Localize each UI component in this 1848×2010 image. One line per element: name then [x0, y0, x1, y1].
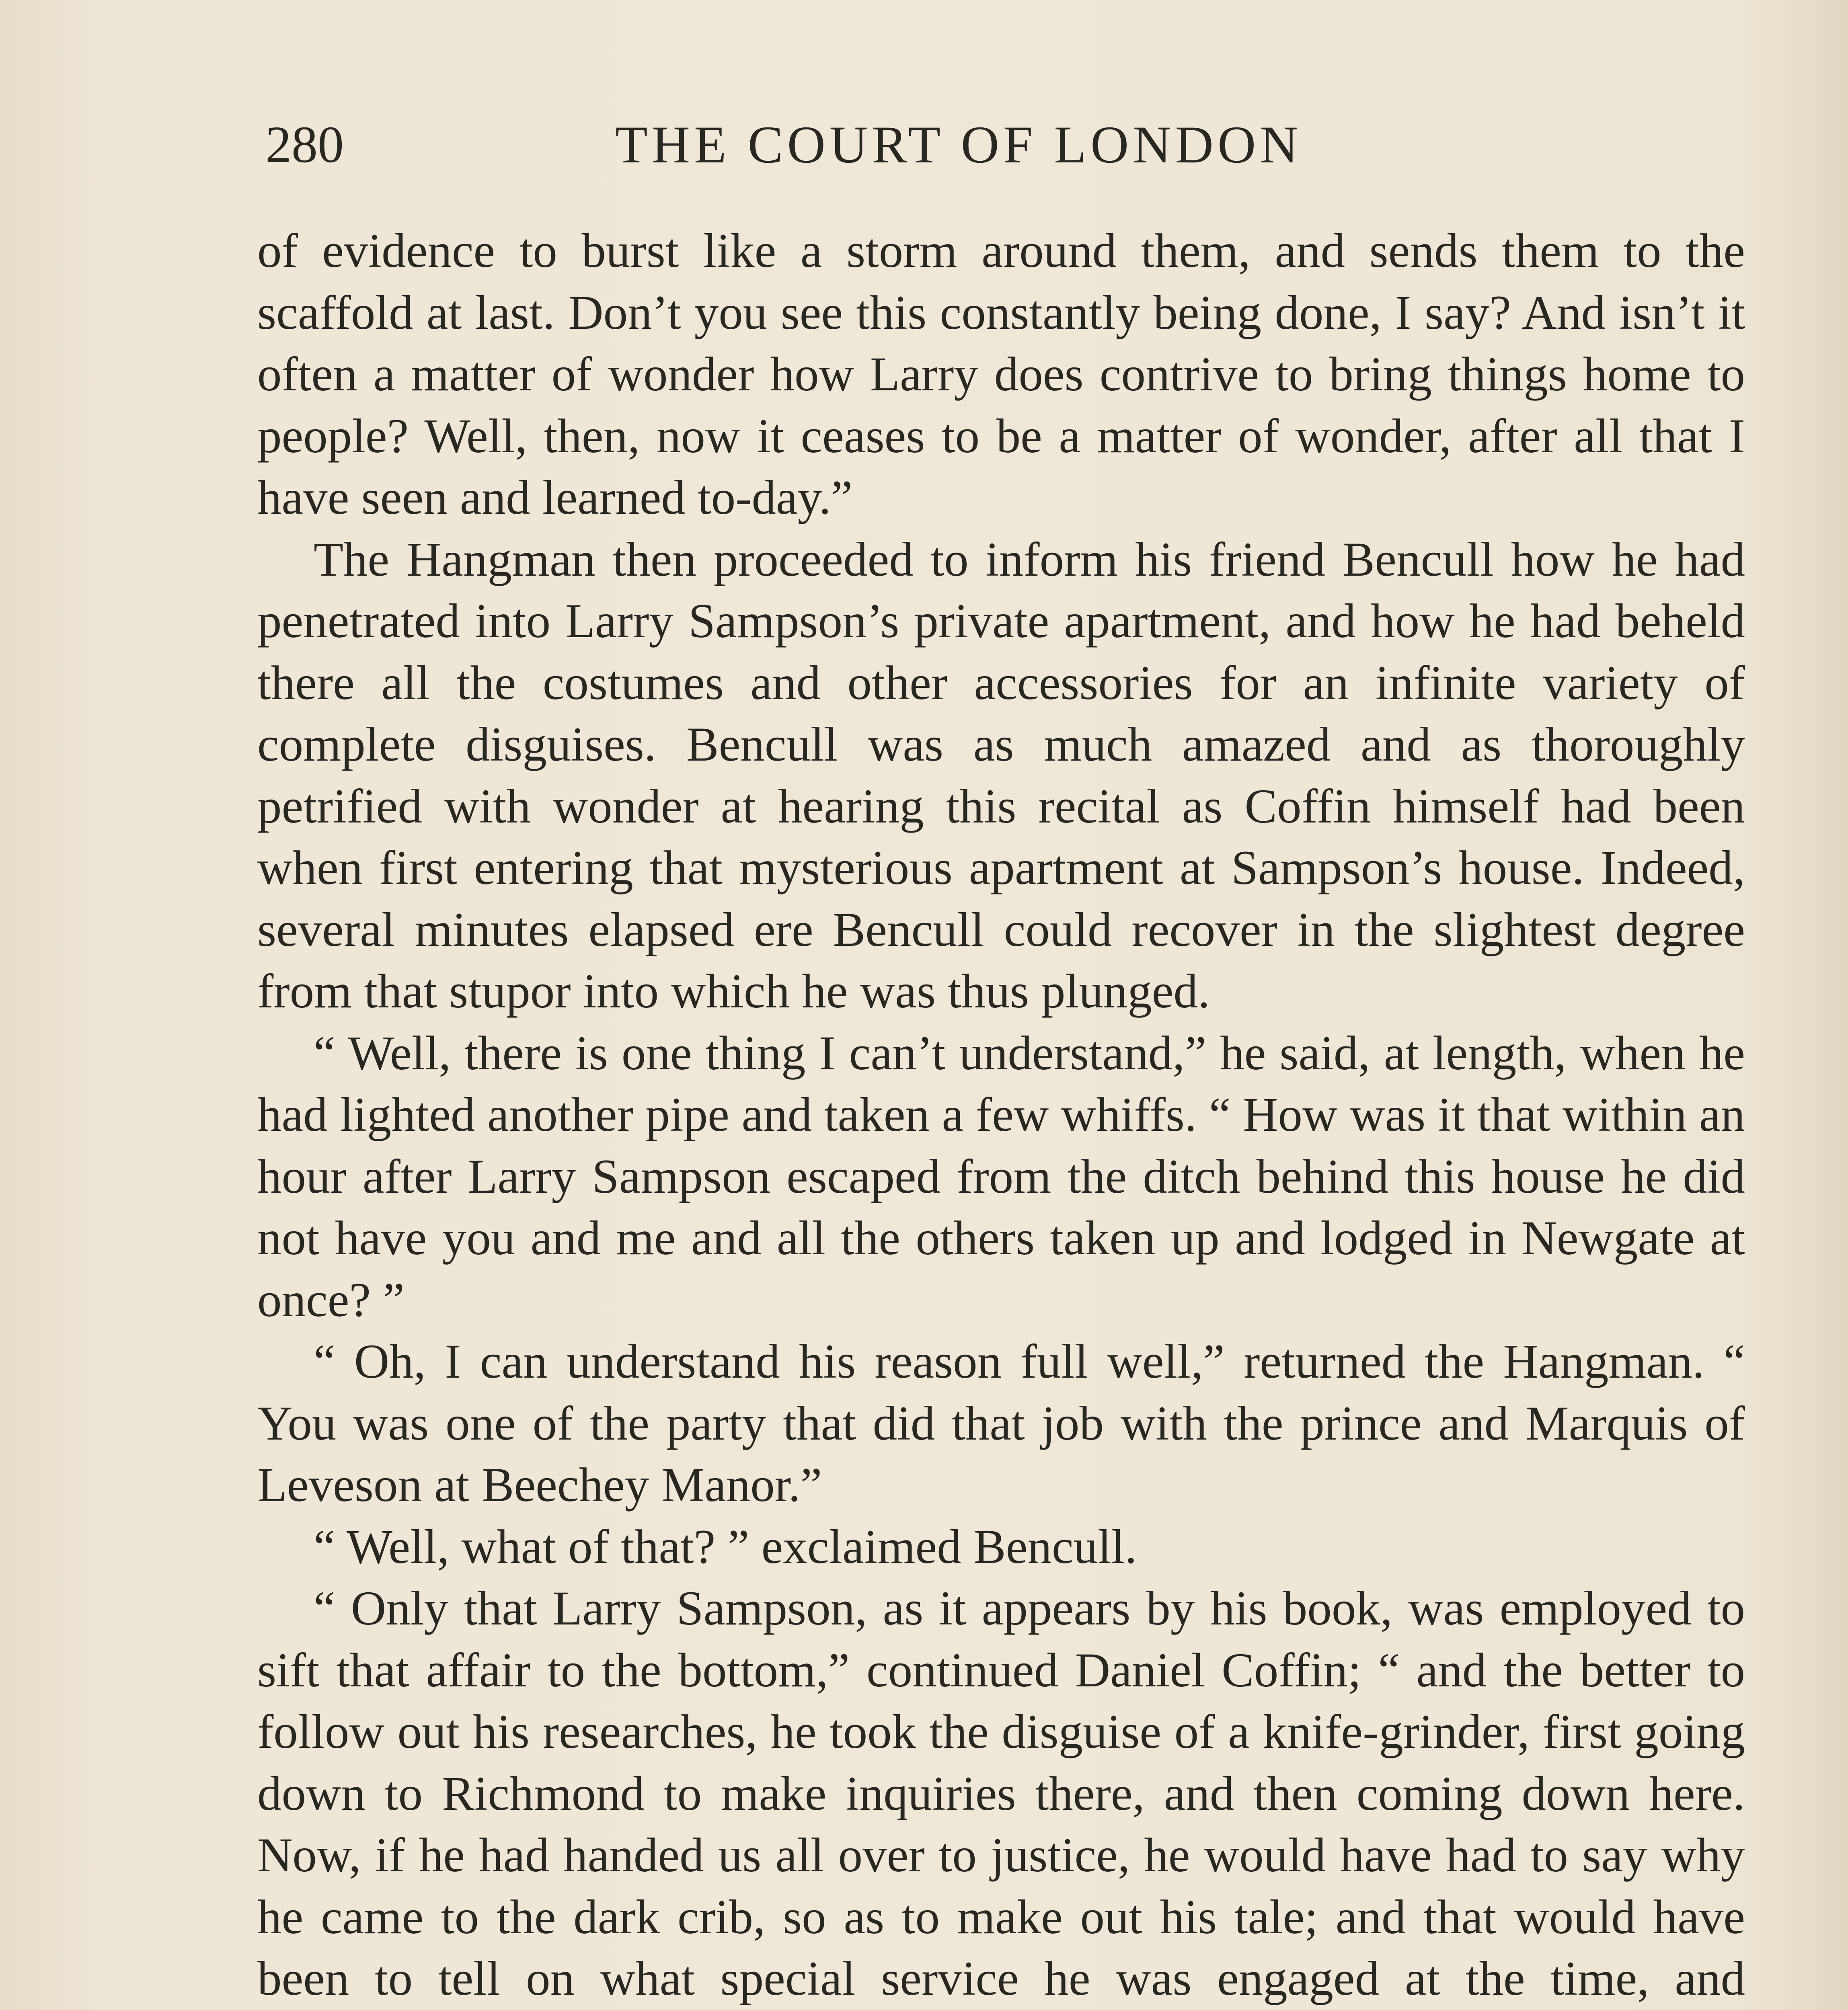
- running-head: THE COURT OF LONDON: [615, 115, 1302, 174]
- paragraph-1: of evidence to burst like a storm around them, and sends them to the scaffold at last. Don’t you see this constantly being done, I say? And isn’t it often a matter of wonder how Larry does contrive to bring things home to people? Well, then, now it ceases to be a matter of wonder, after all that I have seen and learned to-day.”: [257, 224, 1745, 525]
- body-text: [257, 220, 1745, 2010]
- page-header: [265, 105, 1737, 185]
- paragraph-6: “ Only that Larry Sampson, as it appears by his book, was employed to sift that affair to the bottom,” continued Daniel Coffin; “ and the better to follow out his researches, he took the disguise of a knife-grinder, first going down to Richmond to make inquiries there, and then coming down here. Now, if he had handed us all over to justice, he would have had to say why he came to the dark crib, so as to make out his tale; and that would have been to tell on what special service he was engaged at the time, and: [257, 1581, 1745, 2006]
- paragraph-2: The Hangman then proceeded to inform his friend Bencull how he had penetrated into Larry Sampson’s private apartment, and how he had beheld there all the costumes and other accessories for an infinite variety of complete disguises. Bencull was as much amazed and as thoroughly petrified with wonder at hearing this recital as Coffin himself had been when first entering that mysterious apartment at Sampson’s house. Indeed, several minutes elapsed ere Bencull could recover in the slightest degree from that stupor into which he was thus plunged.: [257, 532, 1745, 1018]
- paragraph-3: “ Well, there is one thing I can’t understand,” he said, at length, when he had lighted another pipe and taken a few whiffs. “ How was it that within an hour after Larry Sampson escaped from the ditch behind this house he did not have you and me and all the others taken up and lodged in Newgate at once? ”: [257, 1026, 1745, 1327]
- page-number: 280: [265, 116, 344, 174]
- paragraph-5: “ Well, what of that? ” exclaimed Bencull.: [314, 1520, 1137, 1574]
- paragraph-4: “ Oh, I can understand his reason full well,” returned the Hangman. “ You was one of the party that did that job with the prince and Marquis of Leveson at Beechey Manor.”: [257, 1335, 1745, 1512]
